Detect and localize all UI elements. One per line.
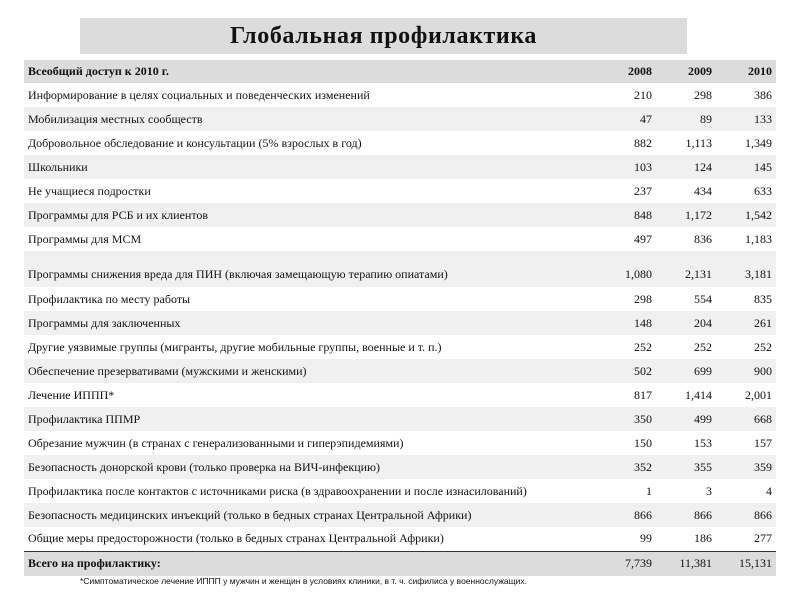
row-label: Другие уязвимые группы (мигранты, другие мобильные группы, военные и т. п.) [28,339,442,354]
table-row [24,83,776,107]
header-year-2010: 2010 [748,64,772,78]
table-row [24,503,776,527]
row-value-2010: 1,542 [745,207,772,222]
row-value-2009: 1,113 [685,135,712,150]
row-value-2008: 502 [634,363,652,378]
title-band [80,18,687,54]
row-label: Программы для МСМ [28,231,142,246]
total-value-2010: 15,131 [739,556,772,571]
row-value-2010: 2,001 [745,387,772,402]
table-row [24,407,776,431]
row-label: Профилактика по месту работы [28,291,191,306]
table-row [24,107,776,131]
row-value-2010: 252 [754,339,772,354]
table-row [24,287,776,311]
row-value-2010: 145 [754,159,772,174]
row-value-2008: 103 [634,159,652,174]
row-value-2008: 866 [634,507,652,522]
row-value-2008: 148 [634,315,652,330]
row-value-2010: 835 [754,291,772,306]
row-value-2009: 355 [694,459,712,474]
row-value-2009: 699 [694,363,712,378]
total-label: Всего на профилактику: [28,556,161,571]
row-value-2010: 133 [754,111,772,126]
row-value-2008: 298 [634,291,652,306]
table-row [24,227,776,251]
table-row [24,203,776,227]
table-row [24,359,776,383]
row-value-2010: 633 [754,183,772,198]
row-value-2010: 261 [754,315,772,330]
row-label: Обеспечение презервативами (мужскими и женскими) [28,363,307,378]
row-value-2009: 1,414 [685,387,712,402]
row-value-2010: 900 [754,363,772,378]
row-value-2010: 359 [754,459,772,474]
row-value-2010: 1,349 [745,135,772,150]
table-row [24,527,776,551]
row-label: Информирование в целях социальных и поведенческих изменений [28,87,370,102]
row-value-2008: 99 [640,531,652,546]
row-value-2009: 3 [706,483,712,498]
table-row [24,479,776,503]
table-row [24,179,776,203]
header-label: Всеобщий доступ к 2010 г. [28,64,169,78]
row-value-2009: 866 [694,507,712,522]
row-value-2010: 277 [754,531,772,546]
row-value-2009: 2,131 [685,267,712,281]
prevention-table [24,60,776,576]
row-label: Программы для заключенных [28,315,181,330]
row-value-2009: 252 [694,339,712,354]
row-label: Обрезание мужчин (в странах с генерализованными и гиперэпидемиями) [28,435,404,450]
page-title: Глобальная профилактика [230,22,537,49]
header-year-2009: 2009 [688,64,712,78]
row-value-2009: 554 [694,291,712,306]
total-value-2009: 11,381 [679,556,712,571]
row-value-2009: 89 [700,111,712,126]
row-value-2009: 499 [694,411,712,426]
row-value-2008: 817 [634,387,652,402]
table-row [24,383,776,407]
table-row [24,155,776,179]
row-value-2010: 668 [754,411,772,426]
row-label: Безопасность донорской крови (только проверка на ВИЧ-инфекцию) [28,459,381,474]
row-value-2009: 836 [694,231,712,246]
row-value-2009: 434 [694,183,712,198]
total-value-2008: 7,739 [625,556,652,571]
row-label: Общие меры предосторожности (только в бедных странах Центральной Африки) [28,531,444,546]
row-label: Мобилизация местных сообществ [28,111,203,126]
row-value-2009: 204 [694,315,712,330]
row-value-2009: 186 [694,531,712,546]
row-value-2008: 252 [634,339,652,354]
row-value-2008: 1 [646,483,652,498]
row-value-2008: 1,080 [625,267,652,281]
row-value-2010: 866 [754,507,772,522]
row-value-2008: 352 [634,459,652,474]
table-row [24,311,776,335]
row-value-2010: 4 [766,483,772,498]
row-value-2009: 124 [694,159,712,174]
row-value-2010: 3,181 [745,267,772,281]
row-label: Профилактика ППМР [28,411,141,426]
row-label: Безопасность медицинских инъекций (только в бедных странах Центральной Африки) [28,507,472,522]
footnote: *Симптоматическое лечение ИППП у мужчин и женщин в условиях клиники, в т. ч. сифилиса у военнослужащих. [80,576,527,586]
row-value-2010: 1,183 [745,231,772,246]
row-value-2009: 153 [694,435,712,450]
table-row [24,251,776,287]
row-label: Лечение ИППП* [28,387,115,402]
table-row [24,335,776,359]
header-year-2008: 2008 [628,64,652,78]
table-row [24,431,776,455]
row-value-2008: 350 [634,411,652,426]
row-label: Программы снижения вреда для ПИН (включая замещающую терапию опиатами) [28,267,448,281]
row-value-2009: 298 [694,87,712,102]
total-row [24,551,776,576]
row-value-2008: 497 [634,231,652,246]
row-label: Не учащиеся подростки [28,183,151,198]
table-header-row [24,60,776,83]
row-label: Школьники [28,159,88,174]
row-value-2008: 848 [634,207,652,222]
row-label: Программы для РСБ и их клиентов [28,207,209,222]
row-value-2010: 157 [754,435,772,450]
row-value-2008: 882 [634,135,652,150]
row-value-2008: 150 [634,435,652,450]
table-row [24,455,776,479]
row-value-2008: 210 [634,87,652,102]
row-value-2008: 47 [640,111,652,126]
row-value-2010: 386 [754,87,772,102]
row-label: Добровольное обследование и консультации (5% взрослых в год) [28,135,362,150]
row-value-2008: 237 [634,183,652,198]
row-label: Профилактика после контактов с источниками риска (в здравоохранении и после изнасилований) [28,483,527,498]
table-row [24,131,776,155]
row-value-2009: 1,172 [685,207,712,222]
